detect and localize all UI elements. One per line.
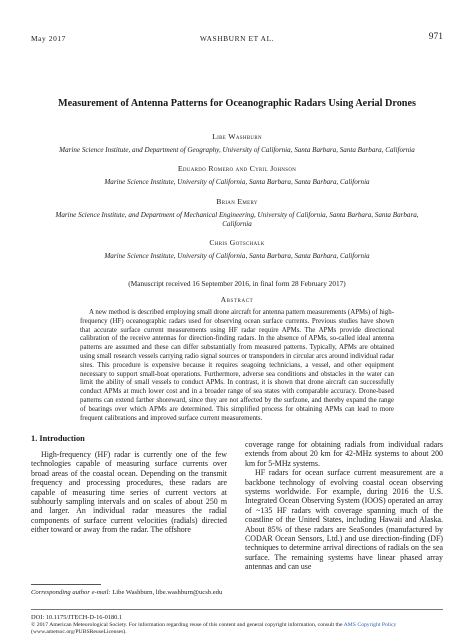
corresponding-author-note [31, 589, 227, 597]
author-block-emery [40, 197, 434, 230]
manuscript-dates: (Manuscript received 16 September 2016, in final form 28 February 2017) [128, 279, 346, 288]
author-affiliation: Marine Science Institute, University of California, Santa Barbara, Santa Barbara, California [104, 178, 370, 187]
author-affiliation: Marine Science Institute, and Department of Mechanical Engineering, University of California, Santa Barbara, Santa Barbara, California [55, 210, 419, 228]
author-name: Eduardo Romero and Cyril Johnson [177, 164, 297, 174]
copyright-url[interactable]: (www.ametsoc.org/PUBSReuseLicenses). [31, 628, 127, 635]
footnote-text[interactable]: Libe Washburn, libe.washburn@ucsb.edu [112, 589, 223, 596]
intro-paragraph-1: High-frequency (HF) radar is currently one of the few technologies capable of measuring surface currents over broad areas of the coastal ocean. Depending on the transmit frequency and processing procedures, these radars are capable of measuring time series of current vectors at subhourly sampling intervals and on scales of about 250 m and larger. An individual radar measures the radial components of surface current velocities (radials) directed either toward or away from the radar. The offshore [31, 450, 227, 535]
abstract-text: A new method is described employing small drone aircraft for antenna pattern measurements (APMs) of high-frequency (HF) oceanographic radars used for observing ocean surface currents. Previous studies have shown that accurate surface current measurements using HF radar require APMs. The APMs provide directional calibration of the receive antennas for direction-finding radars. In the absence of APMs, so-called ideal antenna patterns are assumed and these can differ substantially from measured patterns. Typically, APMs are obtained using small research vessels carrying radio signal sources or transponders in circular arcs around individual radar sites. This procedure is expensive because it requires seagoing technicians, a vessel, and other equipment necessary to support small-boat operations. Furthermore, adverse sea conditions and obstacles in the water can limit the ability of small vessels to conduct APMs. In contrast, it is shown that drone aircraft can successfully conduct APMs at much lower cost and in a broader range of sea states with comparable accuracy. Drone-based patterns can extend farther shoreward, since they are not affected by the surfzone, and thereby expand the range of bearings over which APMs are determined. This simplified process for obtaining APMs can lead to more frequent calibrations and improved surface current measurements. [80, 309, 394, 422]
author-list [40, 132, 434, 270]
page-footer-divider [31, 609, 443, 610]
author-block-gotschalk [40, 238, 434, 261]
running-authors: WASHBURN ET AL. [199, 34, 275, 43]
author-name: Libe Washburn [212, 132, 262, 141]
author-name: Chris Gotschalk [209, 238, 265, 248]
footnote-divider [31, 584, 101, 585]
left-column [31, 433, 227, 535]
intro-paragraph-1-continued: coverage range for obtaining radials from individual radars extends from about 20 km for 42-MHz systems to about 200 km for 5-MHz systems. [245, 440, 443, 468]
ams-copyright-policy-link[interactable]: AMS Copyright Policy [343, 622, 397, 628]
author-block-washburn [40, 132, 434, 155]
issue-date: May 2017 [31, 34, 66, 43]
author-name: Brian Emery [216, 196, 258, 206]
running-head [31, 33, 443, 45]
author-affiliation: Marine Science Institute, University of California, Santa Barbara, Santa Barbara, California [104, 252, 370, 261]
abstract-heading: Abstract [220, 295, 254, 304]
page-number: 971 [428, 32, 443, 42]
right-column [245, 440, 443, 572]
article-title: Measurement of Antenna Patterns for Oceanographic Radars Using Aerial Drones [58, 98, 416, 109]
footnote-label: Corresponding author e-mail: [31, 589, 111, 596]
copyright-notice [31, 622, 443, 636]
doi[interactable]: DOI: 10.1175/JTECH-D-16-0180.1 [31, 614, 123, 621]
copyright-text: © 2017 American Meteorological Society. For information regarding reuse of this content and general copyright information, consult the [31, 622, 343, 628]
author-affiliation: Marine Science Institute, and Department of Geography, University of California, Santa Barbara, Santa Barbara, California [59, 146, 415, 154]
intro-paragraph-2: HF radars for ocean surface current measurement are a backbone technology of evolving coastal ocean observing systems worldwide. For example, during 2016 the U.S. Integrated Ocean Observing System (IOOS) operated an array of ~135 HF radars with coverage spanning much of the coastline of the United States, including Hawaii and Alaska. About 85% of these radars are SeaSondes (manufactured by CODAR Ocean Sensors, Ltd.) and use direction-finding (DF) techniques to determine arrival directions of radials on the sea surface. The remaining systems have linear phased array antennas and can use [245, 468, 443, 572]
author-block-romero-johnson [40, 164, 434, 187]
section-heading: 1. Introduction [31, 434, 85, 443]
